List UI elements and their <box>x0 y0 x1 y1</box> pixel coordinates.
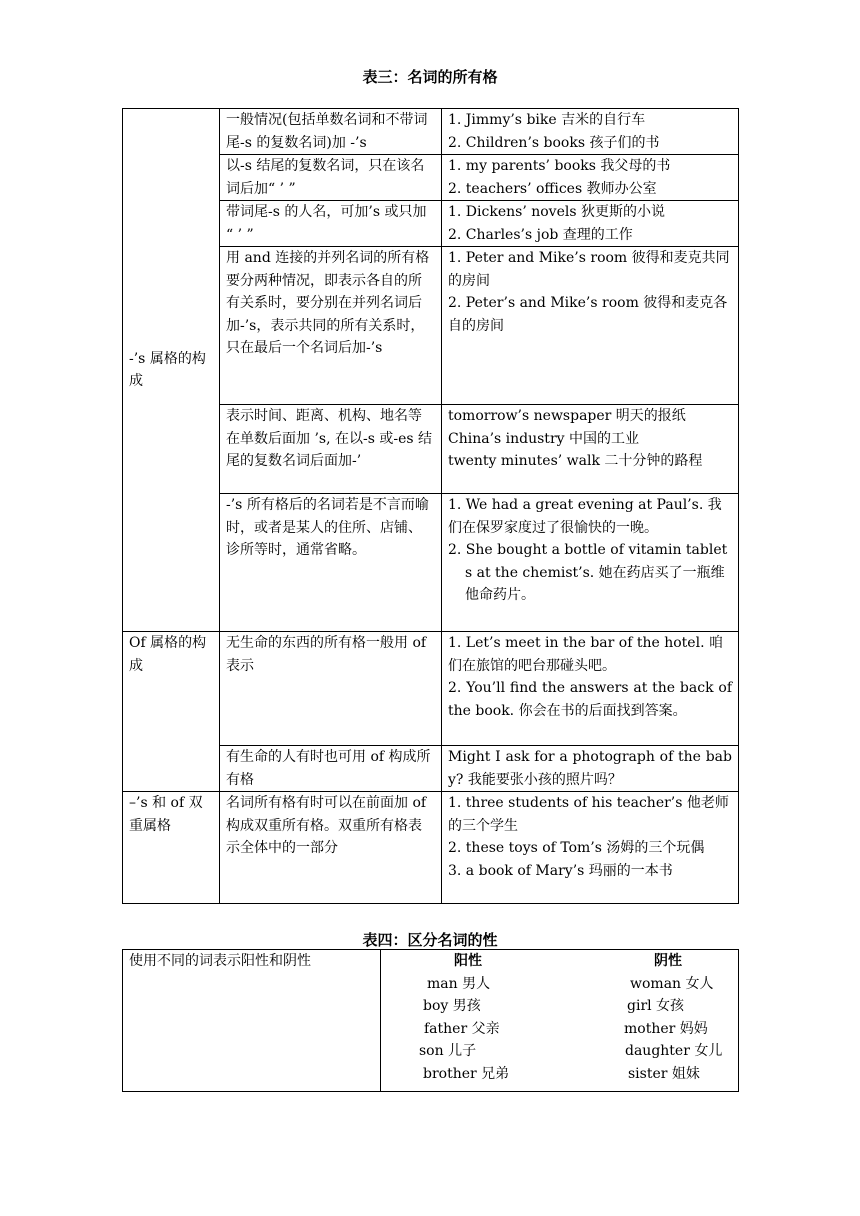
gender-pairs-cell <box>381 950 739 1092</box>
example-line: 1. We had a great evening at Paul’s. 我们在保罗家度过了很愉快的一晚。 <box>448 497 722 536</box>
examples-cell <box>442 746 739 792</box>
examples-cell <box>442 201 739 247</box>
rule-cell: 无生命的东西的所有格一般用 of 表示 <box>220 632 442 746</box>
examples-cell <box>442 155 739 201</box>
rule-cell: 带词尾-s 的人名，可加’s 或只加 “ ’ ” <box>220 201 442 247</box>
masculine-word: boy 男孩 <box>423 998 481 1014</box>
examples-cell <box>442 792 739 904</box>
table-row <box>123 632 739 746</box>
example-line: 2. Charles’s job 查理的工作 <box>448 226 633 243</box>
feminine-word: girl 女孩 <box>627 998 685 1014</box>
possessive-table <box>122 108 739 904</box>
masculine-word: son 儿子 <box>419 1043 477 1059</box>
examples-cell <box>442 109 739 155</box>
example-line: 2. You’ll find the answers at the back of the book. 你会在书的后面找到答案。 <box>448 680 732 719</box>
masculine-word: man 男人 <box>427 975 491 992</box>
feminine-word: daughter 女儿 <box>625 1043 723 1059</box>
example-line: 2. these toys of Tom’s 汤姆的三个玩偶 <box>448 840 705 856</box>
examples-cell <box>442 494 739 632</box>
examples-cell <box>442 632 739 746</box>
rule-cell: 有生命的人有时也可用 of 构成所有格 <box>220 746 442 792</box>
example-line: 2. She bought a bottle of vitamin tablets at the chemist’s. 她在药店买了一瓶维他命药片。 <box>448 542 728 603</box>
category-label: -’s 属格的构成 <box>123 109 220 632</box>
example-line: 1. my parents’ books 我父母的书 <box>448 158 671 174</box>
category-label: –’s 和 of 双重属格 <box>123 792 220 904</box>
example-line: Might I ask for a photograph of the baby? 我能要张小孩的照片吗？ <box>448 749 732 788</box>
masculine-column <box>403 950 533 1085</box>
rule-cell: 以-s 结尾的复数名词，只在该名词后加“ ’ ” <box>220 155 442 201</box>
rule-cell: 表示时间、距离、机构、地名等在单数后面加 ’s, 在以-s 或-es 结尾的复数名词后面加-’ <box>220 405 442 494</box>
rule-cell: 一般情况(包括单数名词和不带词尾-s 的复数名词)加 -’s <box>220 109 442 155</box>
example-line: twenty minutes’ walk 二十分钟的路程 <box>448 453 703 469</box>
examples-cell <box>442 247 739 405</box>
rule-cell: 使用不同的词表示阳性和阴性 <box>123 950 381 1092</box>
example-line: 2. Children’s books 孩子们的书 <box>448 134 660 151</box>
table3-title: 表三：名词的所有格 <box>362 68 498 86</box>
masculine-word: brother 兄弟 <box>423 1065 510 1082</box>
table-row <box>123 950 739 1092</box>
example-line: 1. Let’s meet in the bar of the hotel. 咱们在旅馆的吧台那碰头吧。 <box>448 635 723 674</box>
rule-cell: 名词所有格有时可以在前面加 of 构成双重所有格。双重所有格表示全体中的一部分 <box>220 792 442 904</box>
feminine-word: mother 妈妈 <box>624 1020 708 1037</box>
masculine-word: father 父亲 <box>424 1020 500 1037</box>
rule-cell: -’s 所有格后的名词若是不言而喻时，或者是某人的住所、店铺、诊所等时，通常省略。 <box>220 494 442 632</box>
feminine-header: 阴性 <box>654 953 682 969</box>
examples-cell <box>442 405 739 494</box>
masculine-header: 阳性 <box>454 953 482 969</box>
example-line: 3. a book of Mary’s 玛丽的一本书 <box>448 862 673 879</box>
rule-cell: 用 and 连接的并列名词的所有格要分两种情况，即表示各自的所有关系时，要分别在并列名词后加-’s，表示共同的所有关系时，只在最后一个名词后加-’s <box>220 247 442 405</box>
example-line: 2. Peter’s and Mike’s room 彼得和麦克各自的房间 <box>448 295 728 334</box>
example-line: 1. Jimmy’s bike 吉米的自行车 <box>448 112 646 128</box>
example-line: 2. teachers’ offices 教师办公室 <box>448 180 657 197</box>
gender-table <box>122 949 739 1092</box>
example-line: 1. Peter and Mike’s room 彼得和麦克共同的房间 <box>448 250 730 289</box>
example-line: tomorrow’s newspaper 明天的报纸 <box>448 408 686 424</box>
table4-title: 表四：区分名词的性 <box>362 931 498 949</box>
table-row <box>123 109 739 155</box>
category-label: Of 属格的构成 <box>123 632 220 792</box>
example-line: China’s industry 中国的工业 <box>448 430 639 447</box>
table-row <box>123 792 739 904</box>
feminine-word: woman 女人 <box>630 975 714 992</box>
feminine-column <box>603 950 733 1085</box>
example-line: 1. three students of his teacher’s 他老师的三个学生 <box>448 795 729 834</box>
feminine-word: sister 姐妹 <box>628 1065 700 1082</box>
example-line: 1. Dickens’ novels 狄更斯的小说 <box>448 204 665 220</box>
